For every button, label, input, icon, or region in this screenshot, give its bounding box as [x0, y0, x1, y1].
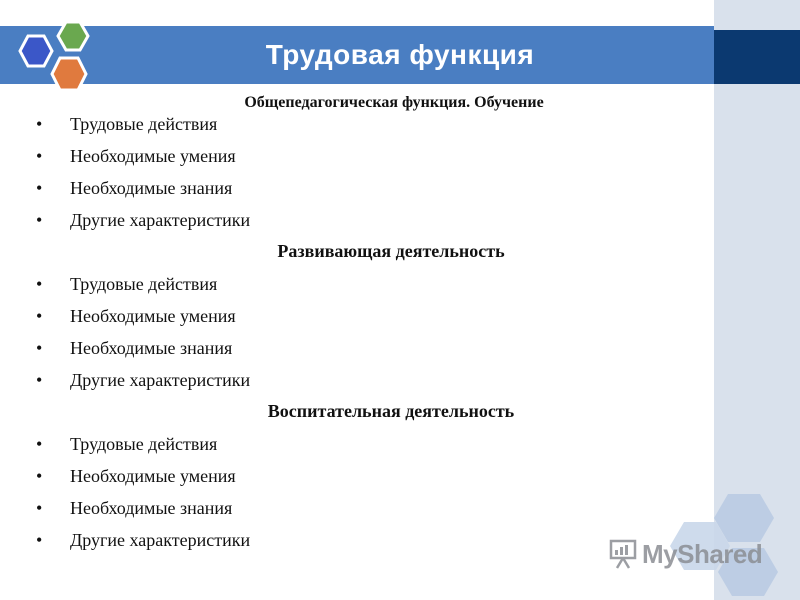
bullet-marker: •	[36, 146, 43, 166]
bullet-marker: •	[36, 370, 43, 390]
list-item-label: Трудовые действия	[70, 274, 218, 294]
list-item	[36, 146, 236, 167]
bullet-marker: •	[36, 466, 43, 486]
bullet-marker: •	[36, 274, 43, 294]
list-item-label: Другие характеристики	[70, 210, 251, 230]
list-item-label: Необходимые умения	[70, 146, 236, 166]
list-item-label: Трудовые действия	[70, 114, 218, 134]
list-item-label: Необходимые умения	[70, 306, 236, 326]
presentation-board-icon	[608, 538, 638, 570]
list-item	[36, 306, 236, 327]
list-item	[36, 370, 250, 391]
list-item-label: Необходимые знания	[70, 178, 233, 198]
list-item-label: Трудовые действия	[70, 434, 218, 454]
bullet-marker: •	[36, 338, 43, 358]
list-item	[36, 338, 232, 359]
list-item	[36, 434, 217, 455]
list-item	[36, 114, 217, 135]
bullet-marker: •	[36, 210, 43, 230]
bullet-marker: •	[36, 498, 43, 518]
slide-title: Трудовая функция	[265, 39, 535, 70]
list-item-label: Необходимые умения	[70, 466, 236, 486]
list-item-label: Необходимые знания	[70, 498, 233, 518]
bullet-marker: •	[36, 434, 43, 454]
list-item-label: Необходимые знания	[70, 338, 233, 358]
list-item	[36, 498, 232, 519]
watermark-text: MyShared	[642, 538, 763, 569]
list-item	[36, 466, 236, 487]
list-item	[36, 210, 250, 231]
list-item	[36, 274, 217, 295]
section-heading: Воспитательная деятельность	[267, 401, 515, 421]
list-item	[36, 178, 232, 199]
bullet-marker: •	[36, 178, 43, 198]
bullet-marker: •	[36, 530, 43, 550]
watermark	[608, 536, 762, 572]
section-heading: Развивающая деятельность	[277, 241, 505, 261]
list-item-label: Другие характеристики	[70, 370, 251, 390]
list-item	[36, 530, 250, 551]
bullet-marker: •	[36, 114, 43, 134]
bullet-marker: •	[36, 306, 43, 326]
slide-subtitle: Общепедагогическая функция. Обучение	[244, 94, 544, 111]
list-item-label: Другие характеристики	[70, 530, 251, 550]
